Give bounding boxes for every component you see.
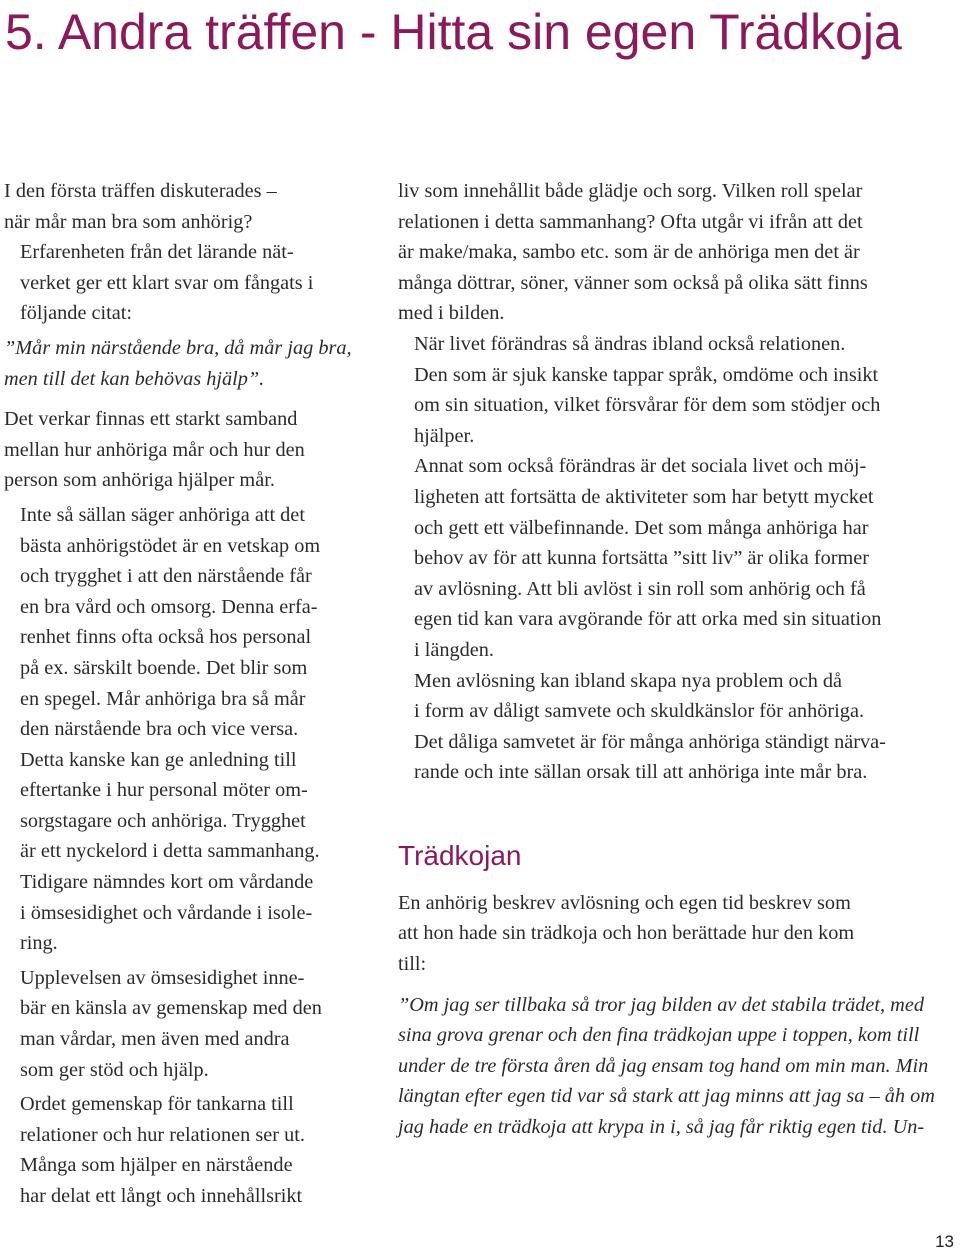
support-paragraph [4, 500, 366, 959]
text-line: mellan hur anhöriga mår och hur den [4, 438, 305, 461]
text-line: på ex. särskilt boende. Det blir som [20, 656, 308, 679]
text-line: Detta kanske kan ge anledning till [20, 748, 297, 771]
text-line: Men avlösning kan ibland skapa nya problem och då [414, 669, 843, 692]
social-paragraph [398, 451, 958, 665]
text-line: bästa anhörigstödet är en vetskap om [20, 534, 321, 557]
experience-paragraph [4, 237, 366, 329]
text-line: relationer och hur relationen ser ut. [20, 1123, 305, 1146]
relations-paragraph [398, 176, 958, 329]
text-line: man vårdar, men även med andra [20, 1028, 290, 1051]
text-line: När livet förändras så ändras ibland också relationen. [414, 332, 846, 355]
text-line: med i bilden. [398, 302, 505, 325]
text-line: att hon hade sin trädkoja och hon berättade hur den kom [398, 922, 855, 945]
text-line: Den som är sjuk kanske tappar språk, omdöme och insikt [414, 363, 879, 386]
text-line: verket ger ett klart svar om fångats i [20, 271, 314, 294]
text-line: sorgstagare och anhöriga. Trygghet [20, 809, 306, 832]
text-line: en spegel. Mår anhöriga bra så mår [20, 687, 306, 710]
text-line: men till det kan behövas hjälp”. [4, 367, 265, 390]
text-line: ”Om jag ser tillbaka så tror jag bilden av det stabila trädet, med [398, 993, 924, 1016]
page-title: 5. Andra träffen - Hitta sin egen Trädkoja [5, 4, 902, 60]
text-line: i form av dåligt samvete och skuldkänslor för anhöriga. [414, 700, 865, 723]
text-line: Upplevelsen av ömsesidighet inne- [20, 966, 305, 989]
text-line: följande citat: [20, 302, 133, 325]
text-line: Annat som också förändras är det sociala livet och möj- [414, 455, 867, 478]
left-column [4, 176, 366, 1212]
text-line: är ett nyckelord i detta sammanhang. [20, 840, 320, 863]
text-line: bär en känsla av gemenskap med den [20, 997, 322, 1020]
right-column [398, 176, 958, 1143]
text-line: hjälper. [414, 424, 475, 447]
text-line: behov av för att kunna fortsätta ”sitt liv” är olika former [414, 547, 870, 570]
connection-paragraph [4, 404, 366, 496]
text-line: Många som hjälper en närstående [20, 1154, 293, 1177]
change-paragraph [398, 329, 958, 451]
text-line: sina grova grenar och den fina trädkojan uppe i toppen, kom till [398, 1024, 920, 1047]
text-line: till: [398, 953, 427, 976]
text-line: eftertanke i hur personal möter om- [20, 779, 308, 802]
text-line: rande och inte sällan orsak till att anhöriga inte mår bra. [414, 761, 868, 784]
text-line: i ömsesidighet och vårdande i isole- [20, 901, 313, 924]
page-number: 13 [935, 1232, 954, 1251]
mutuality-paragraph [4, 963, 366, 1085]
quote-right [398, 990, 958, 1143]
text-line: relationen i detta sammanhang? Ofta utgår vi ifrån att det [398, 210, 863, 233]
text-line: om sin situation, vilket försvårar för dem som stödjer och [414, 394, 881, 417]
text-line: en bra vård och omsorg. Denna erfa- [20, 595, 318, 618]
text-line: Det dåliga samvetet är för många anhöriga ständigt närva- [414, 730, 886, 753]
guilt-paragraph [398, 666, 958, 788]
text-line: ring. [20, 932, 58, 955]
text-line: Inte så sällan säger anhöriga att det [20, 503, 305, 526]
intro-paragraph [4, 176, 366, 237]
text-line: Ordet gemenskap för tankarna till [20, 1093, 294, 1116]
text-line: ”Mår min närstående bra, då mår jag bra, [4, 336, 352, 359]
text-line: som ger stöd och hjälp. [20, 1058, 209, 1081]
community-paragraph [4, 1089, 366, 1211]
text-line: många döttrar, söner, vänner som också på olika sätt finns [398, 271, 868, 294]
text-line: och trygghet i att den närstående får [20, 565, 312, 588]
text-line: Tidigare nämndes kort om vårdande [20, 871, 314, 894]
text-line: längtan efter egen tid var så stark att jag minns att jag sa – åh om [398, 1085, 935, 1108]
text-line: egen tid kan vara avgörande för att orka med sin situation [414, 608, 882, 631]
text-line: I den första träffen diskuterades – [4, 180, 277, 202]
text-line: den närstående bra och vice versa. [20, 718, 299, 741]
text-line: är make/maka, sambo etc. som är de anhöriga men det är [398, 241, 860, 264]
text-line: jag hade en trädkoja att krypa in i, så jag får riktig egen tid. Un- [398, 1116, 925, 1139]
text-line: En anhörig beskrev avlösning och egen tid beskrev som [398, 891, 851, 914]
section-heading: Trädkojan [398, 839, 522, 871]
text-line: i längden. [414, 638, 494, 661]
text-line: ligheten att fortsätta de aktiviteter som har betytt mycket [414, 485, 874, 508]
text-line: renhet finns ofta också hos personal [20, 626, 312, 649]
text-line: Erfarenheten från det lärande nät- [20, 241, 294, 264]
text-line: under de tre första åren då jag ensam tog hand om min man. Min [398, 1054, 929, 1077]
treehouse-intro-paragraph [398, 888, 958, 980]
quote-left [4, 333, 366, 394]
text-line: har delat ett långt och innehållsrikt [20, 1185, 303, 1207]
text-line: Det verkar finnas ett starkt samband [4, 408, 298, 431]
text-line: av avlösning. Att bli avlöst i sin roll som anhörig och få [414, 577, 866, 600]
text-line: person som anhöriga hjälper mår. [4, 469, 275, 492]
text-line: när mår man bra som anhörig? [4, 210, 253, 233]
text-line: liv som innehållit både glädje och sorg. Vilken roll spelar [398, 180, 863, 202]
text-line: och gett ett välbefinnande. Det som många anhöriga har [414, 516, 869, 539]
